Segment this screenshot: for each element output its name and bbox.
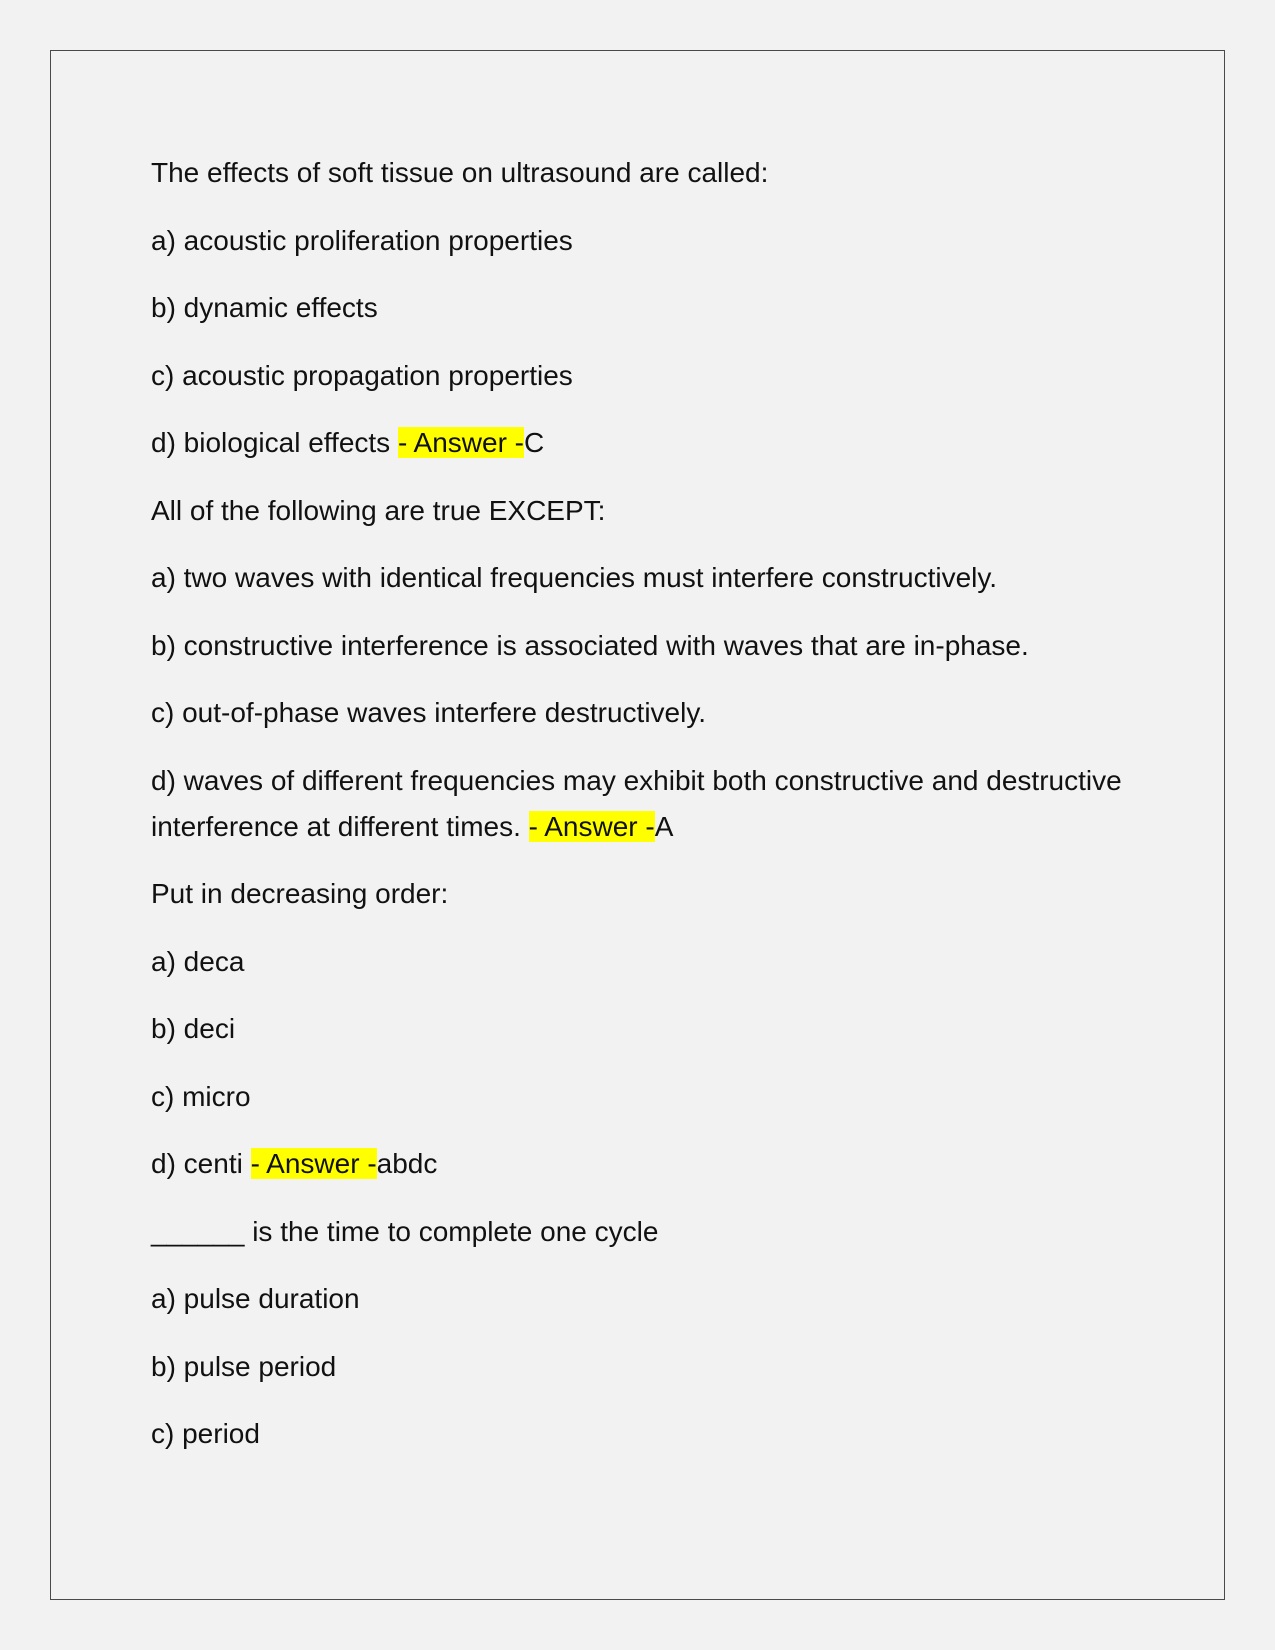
question-stem: All of the following are true EXCEPT: <box>151 494 606 526</box>
question-stem: Put in decreasing order: <box>151 878 449 909</box>
answer-option: b) dynamic effects <box>151 292 378 323</box>
answer-key: C <box>524 427 545 458</box>
answer-option: c) period <box>151 1418 260 1449</box>
question-stem: ______ is the time to complete one cycle <box>151 1215 659 1247</box>
answer-highlight: - Answer - <box>528 810 655 842</box>
answer-option-text: d) waves of different frequencies may exhibit both constructive and destructive interference at different times. <box>151 764 1122 842</box>
answer-option: c) out-of-phase waves interfere destructively. <box>151 697 707 728</box>
answer-option: a) acoustic proliferation properties <box>151 224 573 256</box>
answer-option: b) deci <box>151 1013 236 1044</box>
answer-option: a) two waves with identical frequencies must interfere constructively. <box>151 562 998 593</box>
question-stem: The effects of soft tissue on ultrasound are called: <box>151 157 769 188</box>
answer-option-text: d) biological effects <box>151 427 398 458</box>
answer-option: b) pulse period <box>151 1350 337 1382</box>
answer-option: a) pulse duration <box>151 1283 360 1314</box>
answer-option-text: d) centi <box>151 1148 251 1179</box>
answer-option: b) constructive interference is associated with waves that are in-phase. <box>151 629 1029 661</box>
answer-option: c) acoustic propagation properties <box>151 359 573 391</box>
answer-highlight: - Answer - <box>250 1148 377 1179</box>
answer-key: A <box>654 810 674 842</box>
answer-option: a) deca <box>151 945 245 977</box>
document-body <box>151 150 1131 1479</box>
answer-option-with-answer <box>151 758 1131 850</box>
answer-option-with-answer <box>151 420 1131 466</box>
answer-highlight: - Answer - <box>397 427 524 458</box>
answer-key: abdc <box>376 1148 438 1179</box>
answer-option-with-answer <box>151 1141 1131 1187</box>
answer-option: c) micro <box>151 1080 251 1112</box>
